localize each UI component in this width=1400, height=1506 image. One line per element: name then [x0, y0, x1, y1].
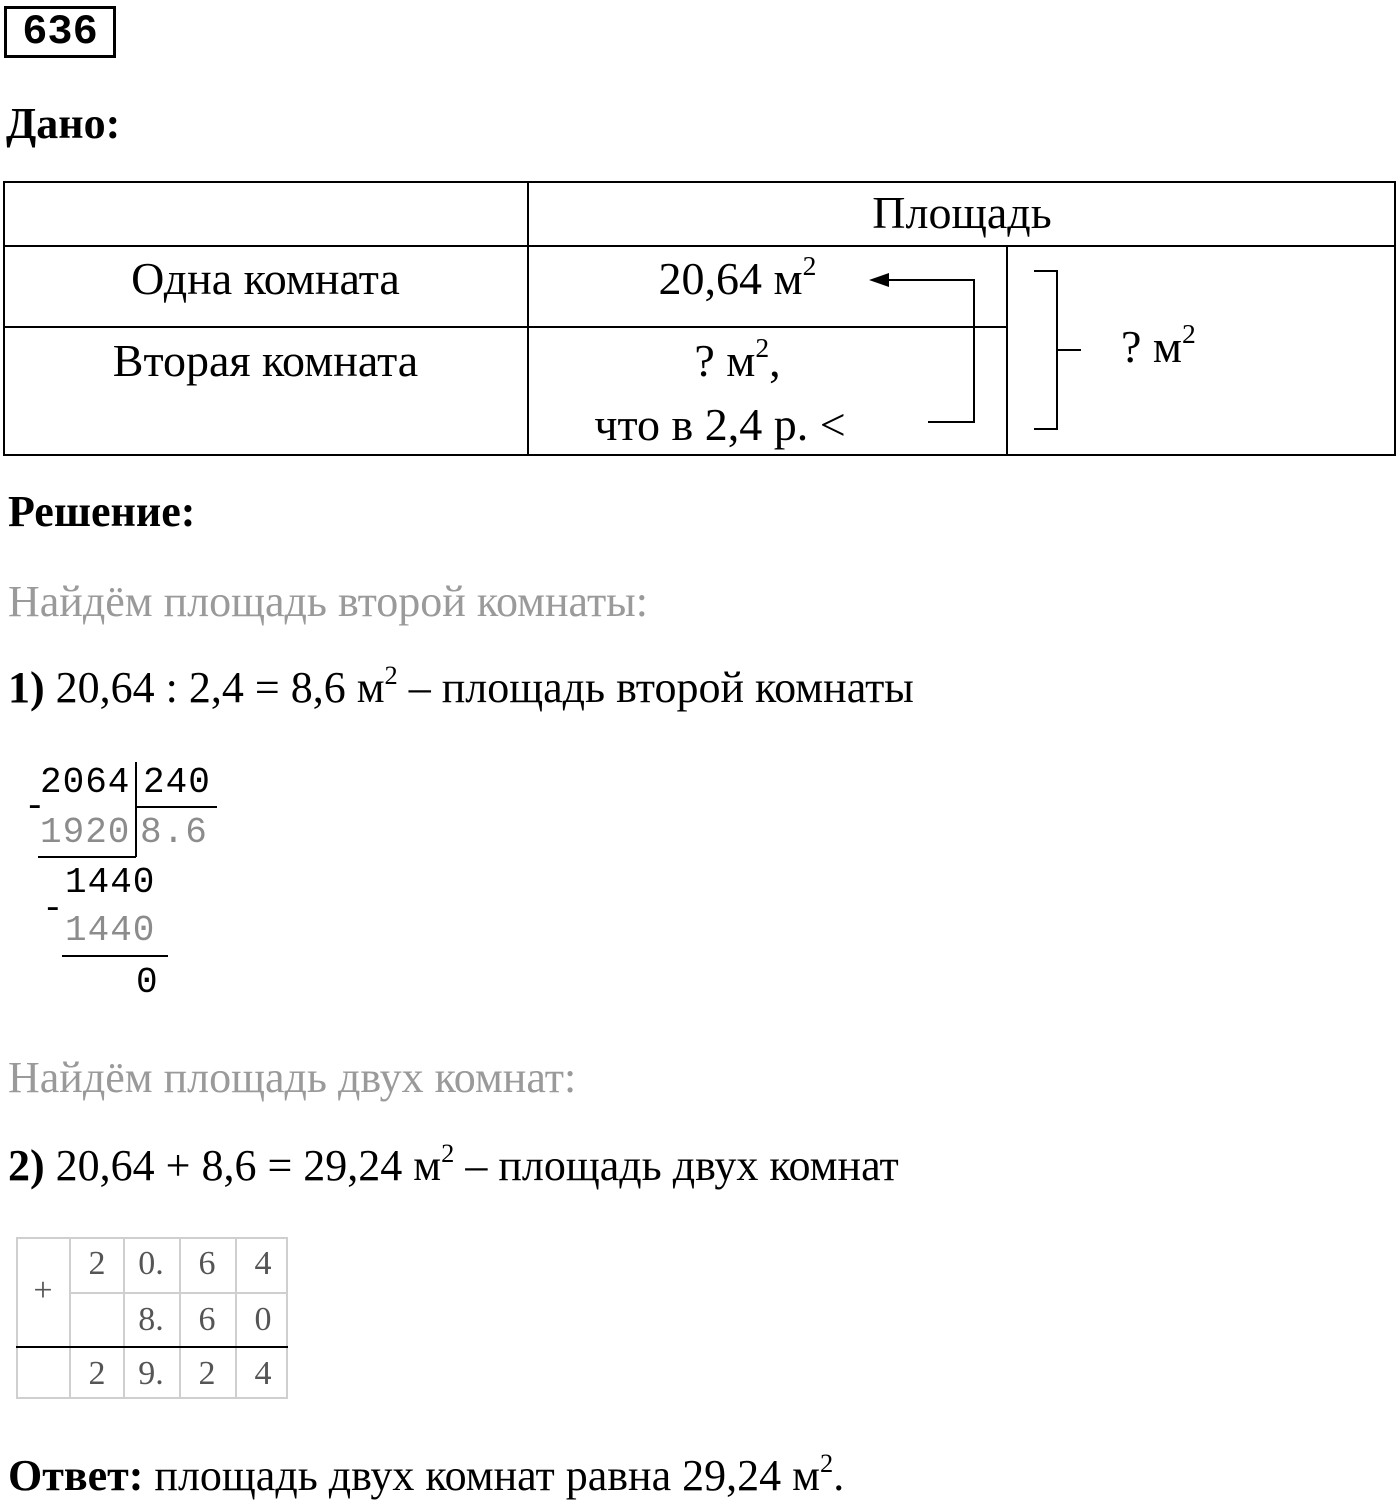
addend2-digit: 6	[198, 1301, 216, 1338]
row1-value: 20,64 $м^2$	[658, 249, 817, 304]
row2-label: Вторая комната	[112, 335, 419, 386]
task-number: 636	[4, 6, 116, 58]
minus-sign: -	[24, 786, 47, 827]
quotient: 8.6	[140, 812, 208, 853]
minus-sign: -	[42, 888, 65, 929]
step2-equation: 2) 20,64 + 8,6 = 29,24 $м^2$ – площадь двух комнат	[8, 1137, 899, 1190]
step1-hint: Найдём площадь второй комнаты:	[8, 577, 648, 626]
addend1-digit: 2	[88, 1245, 106, 1282]
sum-digit: 9.	[138, 1355, 164, 1392]
row2-value-line2: что в 2,4 р. <	[594, 399, 846, 450]
given-heading: Дано:	[6, 99, 121, 148]
sum-digit: 4	[254, 1355, 272, 1392]
sum-digit: 2	[198, 1355, 216, 1392]
plus-sign: +	[33, 1272, 53, 1309]
solution-heading: Решение:	[8, 487, 196, 536]
answer-label: Ответ:	[8, 1451, 144, 1500]
subtrahend-2: 1440	[65, 910, 156, 951]
total-area: ? $м^2$	[1121, 317, 1196, 372]
subtrahend-1: 1920	[40, 812, 131, 853]
row1-label: Одна комната	[131, 253, 400, 304]
dividend: 2064	[40, 762, 131, 803]
addend1-digit: 6	[198, 1245, 216, 1282]
addend2-digit: 0	[254, 1301, 272, 1338]
row2-value-line1: ? $м^2$,	[694, 331, 781, 386]
addend1-digit: 4	[254, 1245, 272, 1282]
divisor: 240	[143, 762, 211, 803]
step1-equation: 1) 20,64 : 2,4 = 8,6 $м^2$ – площадь второй комнаты	[8, 659, 914, 712]
division-result: 0	[136, 962, 159, 1003]
column-addition	[16, 1237, 288, 1399]
step2-hint: Найдём площадь двух комнат:	[8, 1053, 577, 1102]
addend1-digit: 0.	[138, 1245, 164, 1282]
remainder-1: 1440	[65, 862, 156, 903]
sum-digit: 2	[88, 1355, 106, 1392]
answer-text: площадь двух комнат равна 29,24 м	[143, 1451, 820, 1500]
header-area: Площадь	[872, 187, 1052, 238]
division-lines	[0, 0, 260, 1000]
answer-line: Ответ: площадь двух комнат равна 29,24 $м^2$.	[8, 1447, 845, 1500]
addend2-digit	[70, 1293, 124, 1347]
addend2-digit: 8.	[138, 1301, 164, 1338]
